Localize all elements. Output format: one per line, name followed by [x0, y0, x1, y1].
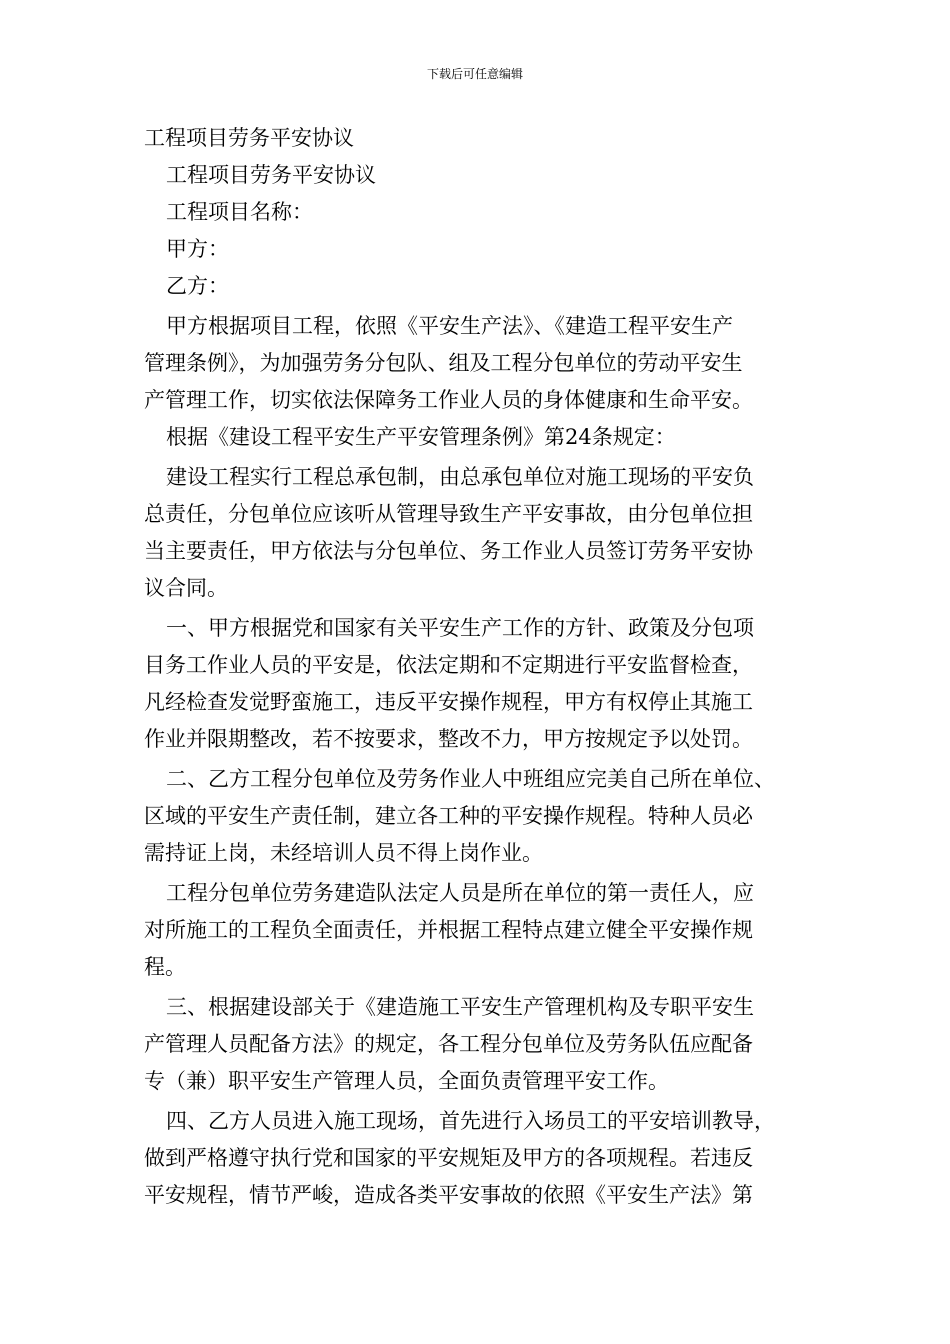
paragraph-line: 总责任，分包单位应该听从管理导致生产平安事故，由分包单位担 — [144, 502, 753, 526]
paragraph-line: 三、根据建设部关于《建造施工平安生产管理机构及专职平安生 — [166, 995, 754, 1019]
paragraph-regulation — [144, 419, 806, 456]
paragraph-line: 二、乙方工程分包单位及劳务作业人中班组应完美自己所在单位、 — [166, 767, 775, 791]
document-subtitle: 工程项目劳务平安协议 — [166, 163, 376, 187]
paragraph-line: 议合同。 — [144, 576, 228, 600]
party-b-label: 乙方： — [166, 274, 229, 298]
paragraph-line: 凡经检查发觉野蛮施工，违反平安操作规程，甲方有权停止其施工 — [144, 690, 753, 714]
project-name-label: 工程项目名称： — [166, 200, 313, 224]
document-body — [144, 120, 806, 1214]
paragraph-line: 平安规程，情节严峻，造成各类平安事故的依照《平安生产法》第 — [144, 1183, 753, 1207]
paragraph-clause-1 — [144, 610, 806, 758]
paragraph-clause-3 — [144, 989, 806, 1100]
paragraph-line: 作业并限期整改，若不按要求，整改不力，甲方按规定予以处罚。 — [144, 727, 753, 751]
paragraph-line: 产管理工作，切实依法保障务工作业人员的身体健康和生命平安。 — [144, 388, 753, 412]
paragraph-clause-2 — [144, 761, 806, 872]
paragraph-line: 产管理人员配备方法》的规定，各工程分包单位及劳务队伍应配备 — [144, 1032, 753, 1056]
paragraph-line: 工程分包单位劳务建造队法定人员是所在单位的第一责任人，应 — [166, 881, 754, 905]
paragraph-responsibility — [144, 875, 806, 986]
paragraph-contracting — [144, 459, 806, 607]
party-a-label: 甲方： — [166, 237, 229, 261]
paragraph-line: 建设工程实行工程总承包制，由总承包单位对施工现场的平安负 — [166, 465, 754, 489]
paragraph-intro — [144, 308, 806, 419]
page-header-note: 下载后可任意编辑 — [426, 67, 523, 81]
paragraph-line: 做到严格遵守执行党和国家的平安规矩及甲方的各项规程。若违反 — [144, 1146, 753, 1170]
paragraph-line: 四、乙方人员进入施工现场，首先进行入场员工的平安培训教导， — [166, 1109, 775, 1133]
paragraph-line: 程。 — [144, 955, 186, 979]
document-title: 工程项目劳务平安协议 — [144, 126, 354, 150]
paragraph-line: 根据《建设工程平安生产平安管理条例》第24条规定： — [166, 425, 676, 449]
paragraph-line: 甲方根据项目工程，依照《平安生产法》、《建造工程平安生产 — [166, 314, 733, 338]
paragraph-line: 当主要责任，甲方依法与分包单位、务工作业人员签订劳务平安协 — [144, 539, 753, 563]
paragraph-clause-4 — [144, 1103, 806, 1214]
paragraph-line: 专（兼）职平安生产管理人员，全面负责管理平安工作。 — [144, 1069, 669, 1093]
paragraph-line: 对所施工的工程负全面责任，并根据工程特点建立健全平安操作规 — [144, 918, 753, 942]
paragraph-line: 区域的平安生产责任制，建立各工种的平安操作规程。特种人员必 — [144, 804, 753, 828]
paragraph-line: 需持证上岗，未经培训人员不得上岗作业。 — [144, 841, 543, 865]
paragraph-line: 目务工作业人员的平安是，依法定期和不定期进行平安监督检查， — [144, 653, 753, 677]
paragraph-line: 一、甲方根据党和国家有关平安生产工作的方针、政策及分包项 — [166, 616, 754, 640]
paragraph-line: 管理条例》，为加强劳务分包队、组及工程分包单位的劳动平安生 — [144, 351, 743, 375]
